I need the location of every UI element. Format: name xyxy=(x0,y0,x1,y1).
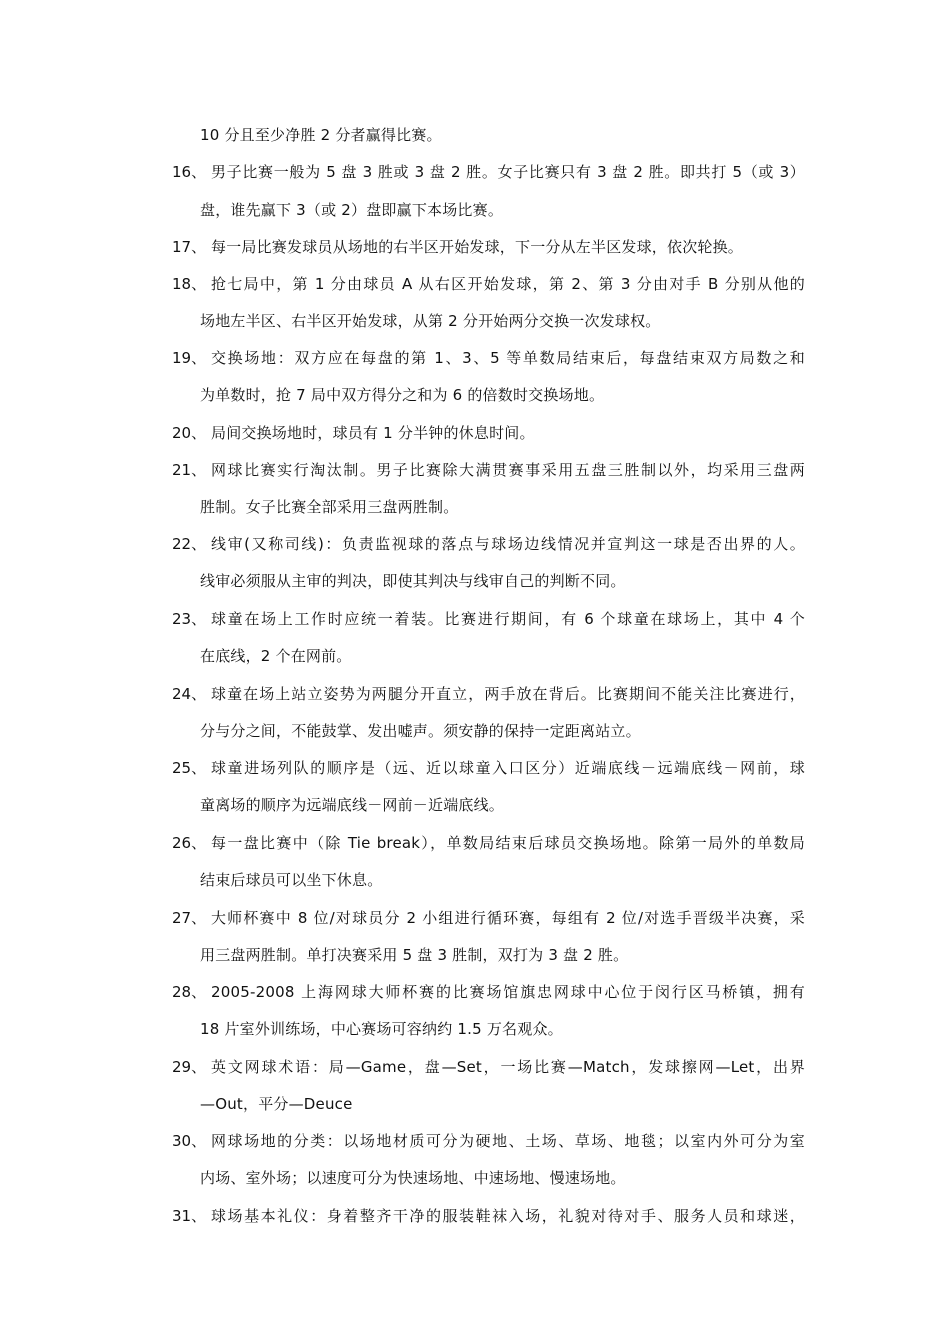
paragraph-line: 球场基本礼仪：身着整齐干净的服装鞋袜入场，礼貌对待对手、服务人员和球迷， xyxy=(211,1207,805,1225)
item-number: 26、 xyxy=(172,834,207,852)
paragraph-line: 线审必须服从主审的判决，即使其判决与线审自己的判断不同。 xyxy=(200,572,626,590)
item-number: 17、 xyxy=(172,238,207,256)
paragraph-line: 每一盘比赛中（除 Tie break），单数局结束后球员交换场地。除第一局外的单数局 xyxy=(211,834,805,852)
paragraph-line: 童离场的顺序为远端底线－网前－近端底线。 xyxy=(200,796,505,814)
paragraph-line: 10 分且至少净胜 2 分者赢得比赛。 xyxy=(200,126,442,144)
paragraph-line: 男子比赛一般为 5 盘 3 胜或 3 盘 2 胜。女子比赛只有 3 盘 2 胜。即共打 5（或 3） xyxy=(211,163,805,181)
item-number: 28、 xyxy=(172,983,207,1001)
item-number: 27、 xyxy=(172,909,207,927)
paragraph-line: 用三盘两胜制。单打决赛采用 5 盘 3 胜制，双打为 3 盘 2 胜。 xyxy=(200,946,629,964)
paragraph-line: 18 片室外训练场，中心赛场可容纳约 1.5 万名观众。 xyxy=(200,1020,563,1038)
paragraph-line: 球童在场上站立姿势为两腿分开直立，两手放在背后。比赛期间不能关注比赛进行， xyxy=(211,685,805,703)
paragraph-line: 英文网球术语：局—Game，盘—Set，一场比赛—Match，发球擦网—Let，出界 xyxy=(211,1058,805,1076)
paragraph-line: 抢七局中，第 1 分由球员 A 从右区开始发球，第 2、第 3 分由对手 B 分别从他的 xyxy=(211,275,805,293)
item-number: 23、 xyxy=(172,610,207,628)
paragraph-line: 球童在场上工作时应统一着装。比赛进行期间，有 6 个球童在球场上，其中 4 个 xyxy=(211,610,805,628)
item-number: 21、 xyxy=(172,461,207,479)
paragraph-line: 交换场地：双方应在每盘的第 1、3、5 等单数局结束后，每盘结束双方局数之和 xyxy=(211,349,805,367)
item-number: 30、 xyxy=(172,1132,207,1150)
item-number: 24、 xyxy=(172,685,207,703)
paragraph-line: 网球场地的分类：以场地材质可分为硬地、土场、草场、地毯；以室内外可分为室 xyxy=(211,1132,805,1150)
paragraph-line: 为单数时，抢 7 局中双方得分之和为 6 的倍数时交换场地。 xyxy=(200,386,605,404)
paragraph-line: 2005-2008 上海网球大师杯赛的比赛场馆旗忠网球中心位于闵行区马桥镇，拥有 xyxy=(211,983,805,1001)
paragraph-line: 盘，谁先赢下 3（或 2）盘即赢下本场比赛。 xyxy=(200,201,504,219)
paragraph-line: 每一局比赛发球员从场地的右半区开始发球，下一分从左半区发球，依次轮换。 xyxy=(211,238,744,256)
item-number: 29、 xyxy=(172,1058,207,1076)
paragraph-line: 大师杯赛中 8 位/对球员分 2 小组进行循环赛，每组有 2 位/对选手晋级半决赛，采 xyxy=(211,909,805,927)
paragraph-line: 网球比赛实行淘汰制。男子比赛除大满贯赛事采用五盘三胜制以外，均采用三盘两 xyxy=(211,461,805,479)
item-number: 16、 xyxy=(172,163,207,181)
paragraph-line: 内场、室外场；以速度可分为快速场地、中速场地、慢速场地。 xyxy=(200,1169,626,1187)
paragraph-line: 胜制。女子比赛全部采用三盘两胜制。 xyxy=(200,498,459,516)
paragraph-line: 局间交换场地时，球员有 1 分半钟的休息时间。 xyxy=(211,424,535,442)
paragraph-line: —Out，平分—Deuce xyxy=(200,1095,353,1113)
item-number: 22、 xyxy=(172,535,207,553)
paragraph-line: 分与分之间，不能鼓掌、发出嘘声。须安静的保持一定距离站立。 xyxy=(200,722,641,740)
paragraph-line: 结束后球员可以坐下休息。 xyxy=(200,871,383,889)
item-number: 19、 xyxy=(172,349,207,367)
paragraph-line: 球童进场列队的顺序是（远、近以球童入口区分）近端底线－远端底线－网前，球 xyxy=(211,759,805,777)
paragraph-line: 线审(又称司线)：负责监视球的落点与球场边线情况并宣判这一球是否出界的人。 xyxy=(211,535,805,553)
item-number: 31、 xyxy=(172,1207,207,1225)
item-number: 25、 xyxy=(172,759,207,777)
paragraph-line: 场地左半区、右半区开始发球，从第 2 分开始两分交换一次发球权。 xyxy=(200,312,661,330)
item-number: 20、 xyxy=(172,424,207,442)
item-number: 18、 xyxy=(172,275,207,293)
paragraph-line: 在底线，2 个在网前。 xyxy=(200,647,352,665)
